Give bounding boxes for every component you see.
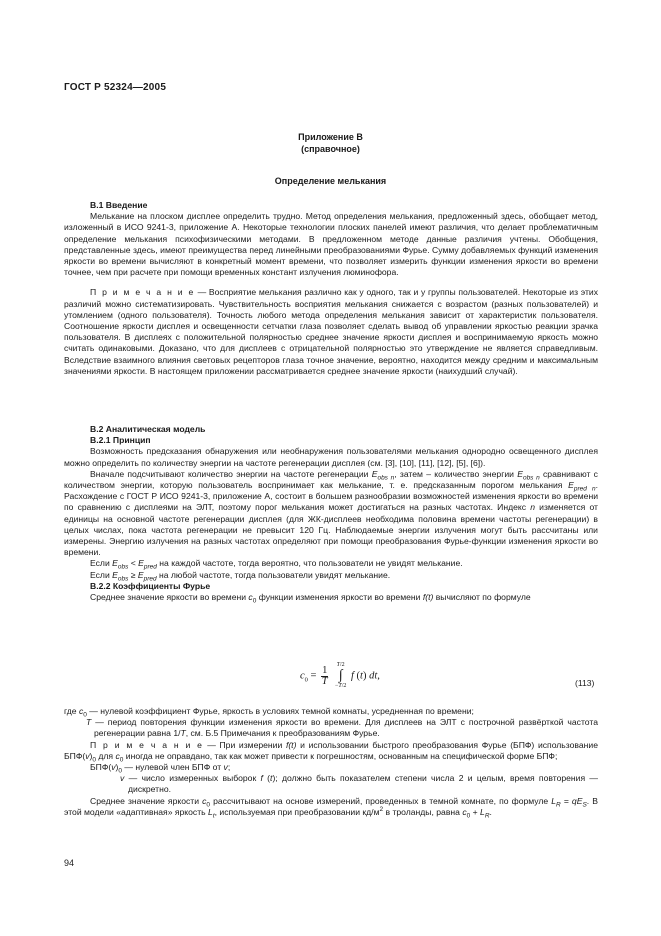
definitions-block — [64, 706, 598, 818]
text-seg: рассчитывают на основе измерений, проведенных в темной комнате, по формуле — [210, 795, 552, 806]
text-seg: и использовании быстрого преобразования Фурье (БПФ) использование БПФ( — [64, 739, 598, 761]
text-seg: где — [64, 706, 79, 716]
note-2-label: П р и м е ч а н и е — [90, 739, 204, 750]
paragraph-intro: Мелькание на плоском дисплее определить трудно. Метод определения мелькания, предложенный здесь, обобщает метод, изложенный в ИСО 9241-3, приложение А. Некоторые технологии плоских панелей имеют различия, что делает проблематичным определение мелькания психофизическими методами. В предложенном методе данные различия учтены. Обобщения, представленные здесь, имеют преимущества перед линейными преобразованиями Фурье. Сумму добавляемых функций изменения яркости во времени вычисляют в конкретный момент времени, что позволяет измерить функции изменения яркости во времени точнее, чем при расчете при помощи временных констант излучения люминофора. — [64, 211, 598, 278]
section-b1 — [64, 200, 598, 377]
heading-b21: В.2.1 Принцип — [90, 435, 151, 446]
standard-header: ГОСТ Р 52324—2005 — [64, 82, 167, 93]
condition-1: Если $E_{obs} < E_{pred}$ на каждой частоте, тогда вероятно, что пользователи не увидят мелькание. — [90, 558, 463, 572]
text-seg: , см. Б.5 Примечания к преобразованиям Фурье. — [185, 728, 380, 739]
text-seg: — период повторения функции изменения яркости во времени. Для дисплеев на ЭЛТ с построчной развёрткой частота регенерации равна 1/ — [91, 717, 598, 739]
appendix-title: Приложение В — [298, 132, 363, 142]
fft-def-2: v — число измеренных выборок f (t); должно быть показателем степени числа 2 и целым, время повторения — дискретно. — [120, 773, 598, 795]
text-seg: функции изменения яркости во времени — [256, 592, 423, 603]
text-seg: Если — [90, 569, 113, 580]
text-seg: Среднее значение яркости во времени — [90, 592, 249, 603]
paragraph-principle: Возможность предсказания обнаружения или необнаружения пользователями мелькания однородно освещенного дисплея можно определить по количеству энергии на частоте регенерации дисплея (см. [3], [10], [11], [12], [5], [6]). — [64, 446, 598, 468]
text-seg: сравнивают с количеством энергии, которую пользователь воспринимает как мелькание, т. е. предсказанным порогом мелькания — [64, 468, 598, 491]
text-seg: иногда не оправдано, так как может привести к погрешностям, основанным на специфической форме БПФ; — [123, 750, 558, 761]
text-seg: Среднее значение яркости — [90, 795, 203, 806]
text-seg: , затем – количество энергии — [394, 468, 518, 479]
note-1-label: П р и м е ч а н и е — [90, 287, 195, 298]
text-seg: изменяется от единицы на основной частоте регенерации дисплея (для ЖК-дисплеев необходима половина времени частоты регенерации) в целых числах, пока частота регенерации не превысит 120 Гц. Наблюдаемые энергии излучения могут быть рассчитаны или измерены. Энергию излучения на разных частотах определяют при помощи преобразования Фурье-функции изменения яркости во времени. — [64, 502, 598, 558]
text-seg: , используемая при преобразовании кд/м — [214, 806, 380, 817]
text-seg: ; должно быть показателем степени числа 2 и целым, время повторения — дискретно. — [128, 773, 598, 795]
note-1 — [64, 287, 598, 377]
text-seg: . Расхождение с ГОСТ Р ИСО 9241-3, приложение А, состоит в большем разнообразии возможностей изменения яркости во времени по сравнению с дисплеями на ЭЛТ, поэтому порог мелькания может достигаться на разных частотах. Индекс — [64, 480, 598, 513]
text-seg: . В этой модели «адаптивная» яркость — [64, 795, 598, 817]
text-seg: БПФ( — [90, 762, 112, 773]
paragraph-mean: Среднее значение яркости во времени $c_0$ функции изменения яркости во времени f(t) вычисляют по формуле — [90, 592, 531, 605]
text-seg: Если — [90, 558, 113, 569]
def-c0: где $c_0$ — нулевой коэффициент Фурье, яркость в условиях темной комнаты, усредненная по времени; — [64, 706, 474, 719]
paragraph-energy: Вначале подсчитывают количество энергии на частоте регенерации $E_{obs n}$, затем – количество энергии $E_{obs n}$ сравнивают с количеством энергии, которую пользователь воспринимает как мелькание, т. е. предсказанным порогом мелькания $E_{pred n}$. Расхождение с ГОСТ Р ИСО 9241-3, приложение А, состоит в большем разнообразии возможностей изменения яркости во времени по сравнению с дисплеями на ЭЛТ, поэтому порог мелькания может достигаться на разных частотах. Индекс n изменяется от единицы на основной частоте регенерации дисплея (для ЖК-дисплеев необходима половина времени частоты регенерации) в целых числах, пока частота регенерации не превысит 120 Гц. Наблюдаемые энергии излучения могут быть рассчитаны или измерены. Энергию излучения на разных частотах определяют при помощи преобразования Фурье-функции изменения яркости во времени. — [64, 468, 598, 558]
equation-number: (113) — [575, 678, 595, 688]
section-b2 — [64, 424, 598, 603]
text-seg: на любой частоте, тогда пользователи увидят мелькание. — [156, 569, 391, 580]
page-number: 94 — [64, 858, 75, 868]
text-seg: на каждой частоте, тогда вероятно, что пользователи не увидят мелькание. — [156, 558, 463, 569]
section-title: Определение мелькания — [274, 176, 387, 186]
heading-b1: В.1 Введение — [90, 200, 148, 210]
fft-def-1: $БПФ(v)_0$ — нулевой член БПФ от v; — [90, 762, 231, 775]
fraction-1-over-T: $\frac{1}{T}$ — [321, 664, 328, 687]
def-T: T — период повторения функции изменения яркости во времени. Для дисплеев на ЭЛТ с построчной развёрткой частота регенерации равна 1/T, см. Б.5 Примечания к преобразованиям Фурье. — [86, 717, 598, 739]
text-seg: в троланды, равна — [383, 806, 463, 817]
integral-sign: T/2 ∫ −T/2 — [334, 662, 347, 689]
text-seg: — число измеренных выборок — [124, 773, 261, 784]
note-1-text: — Восприятие мелькания различно как у одного, так и у группы пользователей. Некоторые из этих различий можно систематизировать. Чувствительность восприятия мелькания снижается с возрастом (разных пользователей) и утомлением (одного пользователя). Точность любого метода определения мелькания зависит от характеристик пользователя. Соотношение яркости дисплея и освещенности сетчатки глаза позволяет сделать вывод об управлении яркостью реакции зрачка пользователя. В дисплеях с положительной полярностью среднее значение яркости дисплея и воспринимаемую яркость можно считать одинаковыми. Доказано, что для дисплеев с отрицательной полярностью это утверждение не является справедливым. Вследствие взаимного влияния световых рецепторов глаза точное значение, вероятно, находится между средним и максимальным значениями яркости. В настоящем приложении рассматривается среднее значение яркости (наихудший случай). — [64, 287, 598, 376]
heading-b22: В.2.2 Коэффициенты Фурье — [90, 580, 211, 591]
text-seg: — При измерении — [203, 739, 286, 750]
text-seg: — нулевой коэффициент Фурье, яркость в условиях темной комнаты, усредненная по времени; — [86, 706, 474, 716]
text-seg: для — [96, 750, 116, 761]
note-2: П р и м е ч а н и е — При измерении f(t) и использовании быстрого преобразования Фурье (БПФ) использование $БПФ(v)_0$ для $c_0$ иногда не оправдано, так как может привести к погрешностям, основанным на специфической форме БПФ; — [64, 739, 598, 764]
appendix-type: (справочное) — [301, 144, 360, 154]
condition-2: Если $E_{obs} \ge E_{pred}$ на любой частоте, тогда пользователи увидят мелькание. — [90, 569, 391, 583]
equation-113: $c_0$ = $\frac{1}{T}$ T/2 ∫ −T/2 f (t) dt, — [300, 662, 380, 689]
text-seg: вычисляют по формуле — [433, 592, 531, 603]
text-seg: — нулевой член БПФ от — [122, 762, 224, 773]
paragraph-adaptive: Среднее значение яркости $c_0$ рассчитывают на основе измерений, проведенных в темной комнате, по формуле $L_R = qE_S$. В этой модели «адаптивная» яркость $L_t$, используемая при преобразовании $кд/м^2$ в троланды, равна $c_0 + L_R$. — [64, 795, 598, 820]
text-seg: Вначале подсчитывают количество энергии на частоте регенерации — [90, 468, 372, 479]
heading-b2: В.2 Аналитическая модель — [90, 424, 206, 434]
